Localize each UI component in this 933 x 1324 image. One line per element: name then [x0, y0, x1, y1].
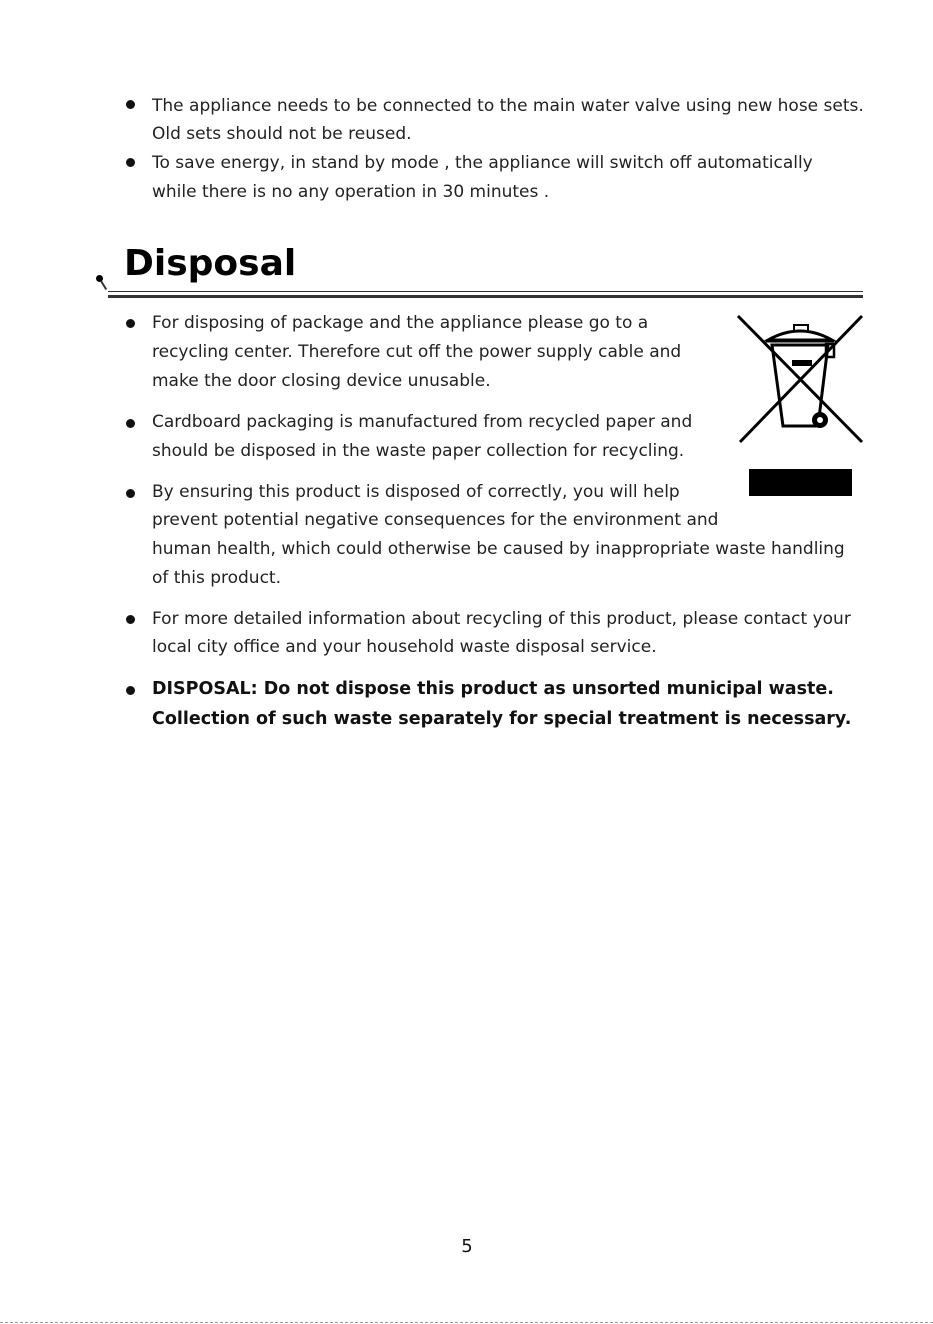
heading-marker-tick: [100, 280, 107, 290]
disposal-bullet-2-line-1: Cardboard packaging is manufactured from recycled paper and: [152, 412, 693, 432]
disposal-bullet-2-line-2: should be disposed in the waste paper collection for recycling.: [152, 441, 685, 461]
disposal-bullet-4-line-1: For more detailed information about recycling of this product, please contact your: [152, 609, 851, 629]
disposal-bullet-1-line-2: recycling center. Therefore cut off the power supply cable and: [152, 342, 682, 362]
heading-rule-thin: [108, 291, 863, 292]
crossed-out-wheelie-bin-icon: [736, 314, 864, 446]
bullet-dot: [126, 158, 135, 167]
bullet-dot: [126, 686, 135, 695]
disposal-bullet-1-line-1: For disposing of package and the appliance please go to a: [152, 313, 649, 333]
disposal-bullet-3-line-3: human health, which could otherwise be caused by inappropriate waste handling: [152, 539, 845, 559]
bullet-dot: [126, 419, 135, 428]
disposal-bullet-3-line-1: By ensuring this product is disposed of correctly, you will help: [152, 482, 680, 502]
intro-bullet-2-line-1: To save energy, in stand by mode , the appliance will switch off automatically: [152, 153, 813, 173]
intro-bullet-1-line-1: The appliance needs to be connected to the main water valve using new hose sets.: [152, 96, 864, 116]
bullet-dot: [126, 489, 135, 498]
page-bottom-edge: [0, 1322, 933, 1323]
heading-rule-thick: [108, 295, 863, 298]
intro-bullet-1-line-2: Old sets should not be reused.: [152, 124, 412, 144]
section-title: Disposal: [124, 243, 297, 284]
bullet-dot: [126, 319, 135, 328]
weee-marking-bar: [749, 469, 852, 496]
intro-bullet-2-line-2: while there is no any operation in 30 minutes .: [152, 182, 550, 202]
disposal-warning-line-2: Collection of such waste separately for special treatment is necessary.: [152, 709, 852, 729]
bullet-dot: [126, 100, 135, 109]
page-number: 5: [461, 1236, 473, 1257]
disposal-warning-line-1: DISPOSAL: Do not dispose this product as unsorted municipal waste.: [152, 679, 834, 699]
disposal-bullet-4-line-2: local city office and your household waste disposal service.: [152, 637, 657, 657]
disposal-bullet-3-line-2: prevent potential negative consequences for the environment and: [152, 510, 719, 530]
disposal-bullet-1-line-3: make the door closing device unusable.: [152, 371, 491, 391]
bullet-dot: [126, 615, 135, 624]
disposal-bullet-3-line-4: of this product.: [152, 568, 282, 588]
